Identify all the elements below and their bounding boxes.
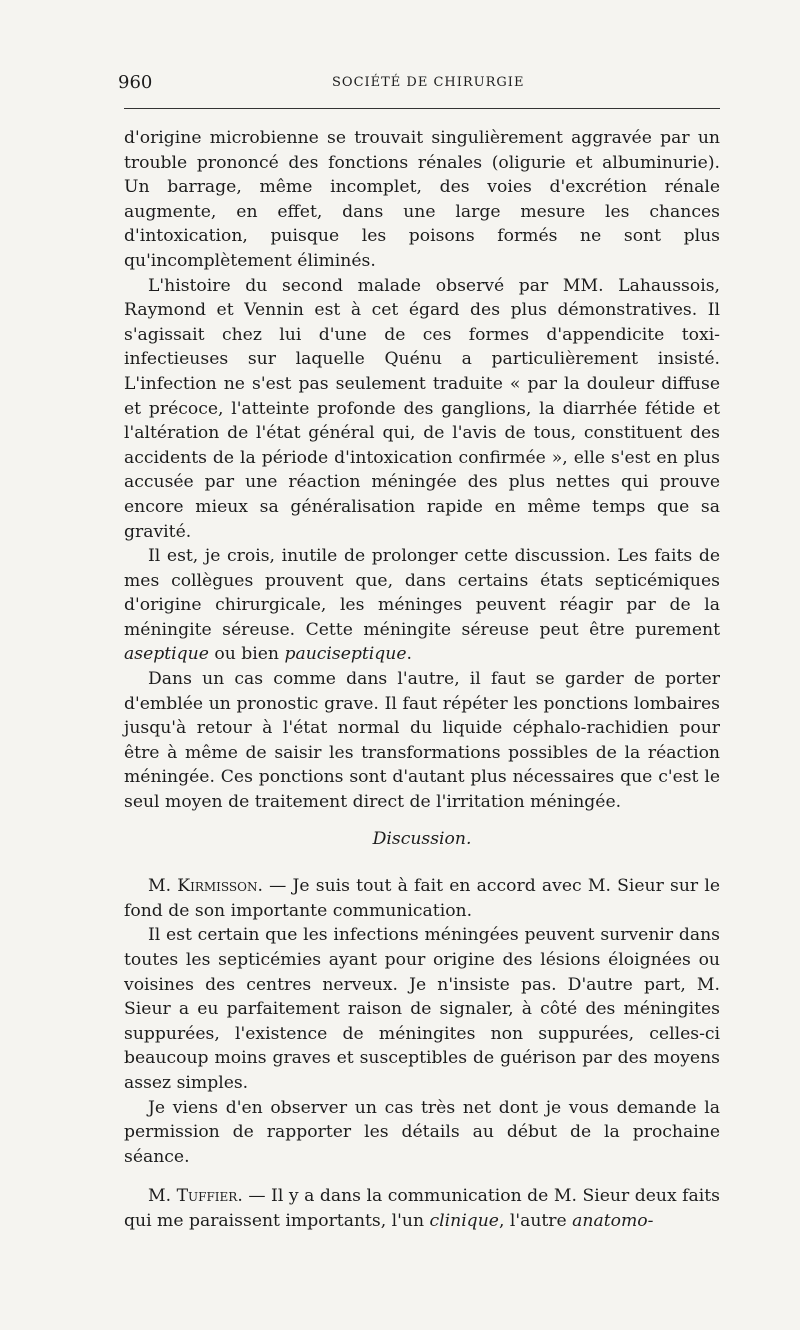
running-title: SOCIÉTÉ DE CHIRURGIE (332, 75, 525, 90)
paragraph-6: Il est certain que les infections méningées peuvent survenir dans toutes les septicémies ayant pour origine des lésions éloignées ou voisines des centres nerveux. Je n'insiste pas. D'autre part, M. Sieur a eu parfaitement raison de signaler, à côté des méningites suppurées, l'existence de méningites non suppurées, celles-ci beaucoup moins graves et susceptibles de guérison par des moyens assez simples. (124, 925, 720, 1093)
paragraph-1: d'origine microbienne se trouvait singulièrement aggravée par un trouble prononcé des fonctions rénales (oligurie et albuminurie). Un barrage, même incomplet, des voies d'excrétion rénale augmente, en effet, dans une large mesure les chances d'intoxication, puisque les poisons formés ne sont plus qu'incomplètement éliminés. (124, 128, 720, 271)
paragraph-2: L'histoire du second malade observé par MM. Lahaussois, Raymond et Vennin est à cet égard des plus démonstratives. Il s'agissait chez lui d'une de ces formes d'appendicite toxi-infectieuses sur laquelle Quénu a particulièrement insisté. L'infection ne s'est pas seulement traduite « par la douleur diffuse et précoce, l'atteinte profonde des ganglions, la diarrhée fétide et l'altération de l'état général qui, de l'avis de tous, constituent des accidents de la période d'intoxication confirmée », elle s'est en plus accusée par une réaction méningée des plus nettes qui prouve encore mieux sa généralisation rapide en même temps que sa gravité. (124, 275, 720, 542)
paragraph-3-italic-aseptique: aseptique (124, 644, 209, 665)
paragraph-3-end: . (406, 644, 413, 665)
tuffier-italic-anatomo: anatomo- (572, 1210, 654, 1231)
page-header (118, 72, 718, 98)
header-rule (124, 108, 720, 109)
paragraph-3-text: Il est, je crois, inutile de prolonger cette discussion. Les faits de mes collègues prouvent que, dans certains états septicémiques d'origine chirurgicale, les méninges peuvent réagir par de la méningite séreuse. Cette méningite séreuse peut être purement (124, 546, 720, 640)
paragraph-kirmisson (124, 874, 720, 923)
paragraph-tuffier (124, 1184, 720, 1233)
paragraph-4: Dans un cas comme dans l'autre, il faut se garder de porter d'emblée un pronostic grave. Il faut répéter les ponctions lombaires jusqu'à retour à l'état normal du liquide céphalo-rachidien pour être à même de saisir les transformations possibles de la réaction méningée. Ces ponctions sont d'autant plus nécessaires que c'est le seul moyen de traitement direct de l'irritation méningée. (124, 669, 720, 813)
paragraph-3-italic-pauciseptique: pauciseptique (284, 644, 407, 665)
tuffier-text-b: , l'autre (498, 1210, 573, 1231)
page-number: 960 (118, 72, 153, 93)
speaker-tuffier: M. Tuffier. (148, 1186, 243, 1207)
body-text (124, 126, 720, 1234)
speaker-kirmisson: M. Kirmisson. (148, 876, 263, 897)
paragraph-7: Je viens d'en observer un cas très net dont je vous demande la permission de rapporter les détails au début de la prochaine séance. (124, 1097, 720, 1167)
kirmisson-text: — Je suis tout à fait en accord avec M. Sieur sur le fond de son importante communication. (124, 876, 720, 921)
paragraph-3 (124, 544, 720, 667)
discussion-heading: Discussion. (372, 828, 472, 849)
paragraph-3-mid: ou bien (208, 644, 285, 665)
tuffier-text-a: — Il y a dans la communication de M. Sieur deux faits qui me paraissent importants, l'un (124, 1186, 720, 1231)
tuffier-italic-clinique: clinique (429, 1210, 499, 1231)
